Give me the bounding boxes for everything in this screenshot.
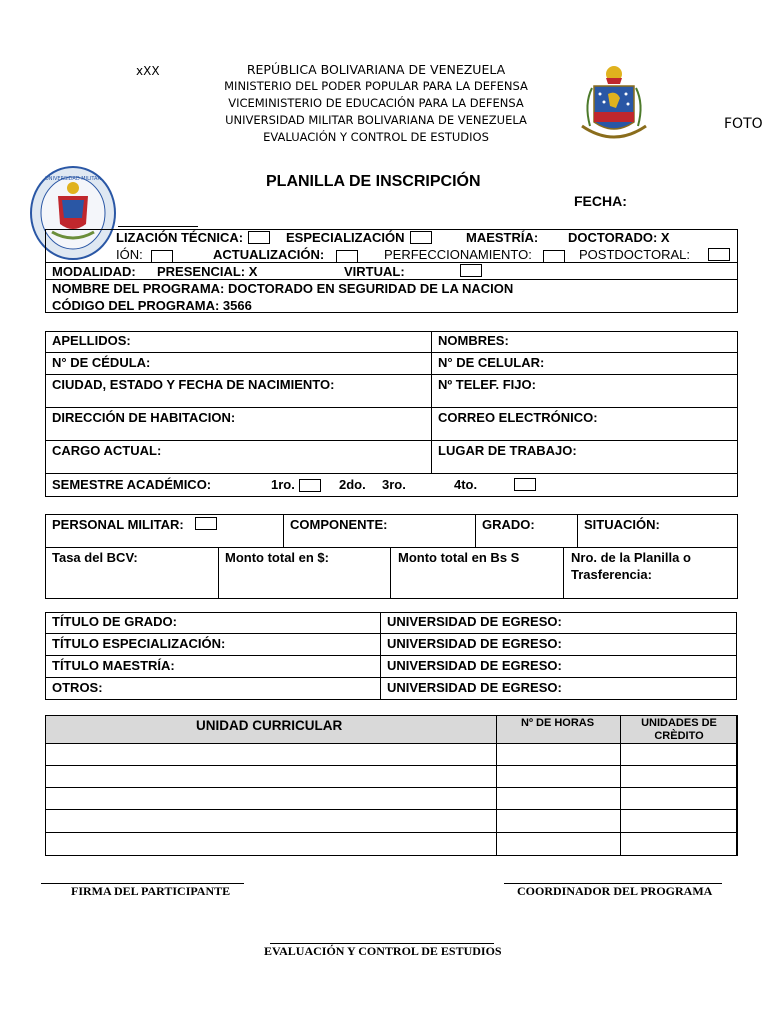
especializacion-checkbox[interactable] [410, 231, 432, 244]
componente-label: COMPONENTE: [290, 517, 388, 532]
coordinador-label: COORDINADOR DEL PROGRAMA [517, 884, 713, 898]
curricular-rule-2 [45, 787, 738, 788]
apellidos-label: APELLIDOS: [52, 333, 131, 348]
creditos-header [621, 717, 737, 743]
nro-planilla-label: Nro. de la Planilla o [571, 550, 691, 565]
semestre-1-checkbox[interactable] [299, 479, 321, 492]
curricular-rule-3 [45, 809, 738, 810]
virtual-checkbox[interactable] [460, 264, 482, 277]
semestre-2-label: 2do. [339, 477, 366, 492]
military-div-3 [577, 514, 578, 547]
nombre-programa: NOMBRE DEL PROGRAMA: DOCTORADO EN SEGURIDAD DE LA NACION [52, 281, 514, 296]
personal-rule-2 [45, 374, 738, 375]
payment-div-3 [563, 547, 564, 599]
xxx-text: xXX [136, 64, 160, 78]
personal-militar-checkbox[interactable] [195, 517, 217, 530]
personal-rule-5 [45, 473, 738, 474]
header-line-2: MINISTERIO DEL PODER POPULAR PARA LA DEFENSA [224, 79, 528, 93]
svg-text:UNIVERSIDAD MILITAR: UNIVERSIDAD MILITAR [45, 176, 101, 182]
cedula-label: N° DE CÉDULA: [52, 355, 151, 370]
titulo-maestria-label: TÍTULO MAESTRÍA: [52, 658, 175, 673]
header-line-5: EVALUACIÓN Y CONTROL DE ESTUDIOS [263, 130, 489, 144]
coat-of-arms-logo [576, 64, 652, 154]
universidad-egreso-1: UNIVERSIDAD DE EGRESO: [387, 614, 562, 629]
universidad-egreso-4: UNIVERSIDAD DE EGRESO: [387, 680, 562, 695]
program-rule-1 [45, 262, 738, 263]
curricular-col-1 [496, 715, 497, 856]
modalidad-label: MODALIDAD: [52, 264, 136, 279]
titulos-divider [380, 612, 381, 700]
titulos-rule-1 [45, 633, 737, 634]
curricular-rule-4 [45, 832, 738, 833]
cargo-label: CARGO ACTUAL: [52, 443, 162, 458]
otros-label: OTROS: [52, 680, 103, 695]
semestre-1-label: 1ro. [271, 477, 295, 492]
foto-label: FOTO [724, 116, 763, 132]
horas-header: Nº DE HORAS [521, 717, 595, 729]
universidad-egreso-2: UNIVERSIDAD DE EGRESO: [387, 636, 562, 651]
semestre-label: SEMESTRE ACADÉMICO: [52, 477, 212, 492]
military-rule [45, 547, 738, 548]
virtual-label: VIRTUAL: [344, 264, 405, 279]
actualizacion-checkbox[interactable] [336, 250, 358, 263]
universidad-egreso-3: UNIVERSIDAD DE EGRESO: [387, 658, 562, 673]
telef-fijo-label: Nº TELEF. FIJO: [438, 377, 536, 392]
firma-participante-label: FIRMA DEL PARTICIPANTE [71, 884, 231, 898]
header-line-3: VICEMINISTERIO DE EDUCACIÓN PARA LA DEFENSA [228, 96, 524, 110]
maestria-label: MAESTRÍA: [466, 230, 539, 245]
ion-checkbox[interactable] [151, 250, 173, 263]
celular-label: N° DE CELULAR: [438, 355, 545, 370]
semestre-3-label: 3ro. [382, 477, 406, 492]
institution-header [186, 61, 566, 146]
curricular-rule-0 [45, 743, 738, 744]
actualizacion-label: ACTUALIZACIÓN: [213, 247, 325, 262]
personal-militar-label: PERSONAL MILITAR: [52, 517, 184, 532]
monto-bs-label: Monto total en Bs S [398, 550, 520, 565]
semestre-4-checkbox[interactable] [514, 478, 536, 491]
page-title: PLANILLA DE INSCRIPCIÓN [266, 173, 481, 190]
presencial-label: PRESENCIAL: X [157, 264, 258, 279]
ampliacion-checkbox[interactable] [248, 231, 270, 244]
program-rule-2 [45, 279, 738, 280]
tasa-bcv-label: Tasa del BCV: [52, 550, 138, 565]
creditos-header-line-1: UNIDADES DE [641, 717, 717, 729]
situacion-label: SITUACIÓN: [584, 517, 660, 532]
nombres-label: NOMBRES: [438, 333, 509, 348]
header-line-4: UNIVERSIDAD MILITAR BOLIVARIANA DE VENEZUELA [225, 113, 527, 127]
lugar-trabajo-label: LUGAR DE TRABAJO: [438, 443, 577, 458]
creditos-header-line-2: CRÈDITO [654, 730, 704, 742]
perfeccionamiento-checkbox[interactable] [543, 250, 565, 263]
postdoctoral-label: POSTDOCTORAL: [579, 247, 691, 262]
perfeccionamiento-label: PERFECCIONAMIENTO: [384, 247, 532, 262]
especializacion-label: ESPECIALIZACIÓN [286, 230, 405, 245]
codigo-programa: CÓDIGO DEL PROGRAMA: 3566 [52, 298, 252, 313]
titulos-rule-2 [45, 655, 737, 656]
titulo-grado-label: TÍTULO DE GRADO: [52, 614, 177, 629]
underline-short [118, 226, 198, 227]
titulo-especializacion-label: TÍTULO ESPECIALIZACIÓN: [52, 636, 226, 651]
payment-div-2 [390, 547, 391, 599]
correo-label: CORREO ELECTRÓNICO: [438, 410, 598, 425]
personal-rule-1 [45, 352, 738, 353]
semestre-4-label: 4to. [454, 477, 478, 492]
ampliacion-label: LIZACIÓN TÉCNICA: [116, 230, 244, 245]
personal-rule-3 [45, 407, 738, 408]
doctorado-label: DOCTORADO: X [568, 230, 670, 245]
header-line-1: REPÚBLICA BOLIVARIANA DE VENEZUELA [246, 62, 506, 77]
fecha-label: FECHA: [574, 193, 627, 209]
direccion-label: DIRECCIÓN DE HABITACION: [52, 410, 236, 425]
nacimiento-label: CIUDAD, ESTADO Y FECHA DE NACIMIENTO: [52, 377, 335, 392]
payment-div-1 [218, 547, 219, 599]
grado-label: GRADO: [482, 517, 535, 532]
curricular-rule-1 [45, 765, 738, 766]
personal-rule-4 [45, 440, 738, 441]
monto-usd-label: Monto total en $: [225, 550, 329, 565]
military-div-2 [475, 514, 476, 547]
unidad-curricular-header: UNIDAD CURRICULAR [196, 718, 343, 733]
ion-label: IÓN: [116, 247, 143, 262]
titulos-rule-3 [45, 677, 737, 678]
postdoctoral-checkbox[interactable] [708, 248, 730, 261]
military-div-1 [283, 514, 284, 547]
evaluacion-label: EVALUACIÓN Y CONTROL DE ESTUDIOS [264, 944, 502, 958]
trasferencia-label: Trasferencia: [571, 567, 652, 582]
